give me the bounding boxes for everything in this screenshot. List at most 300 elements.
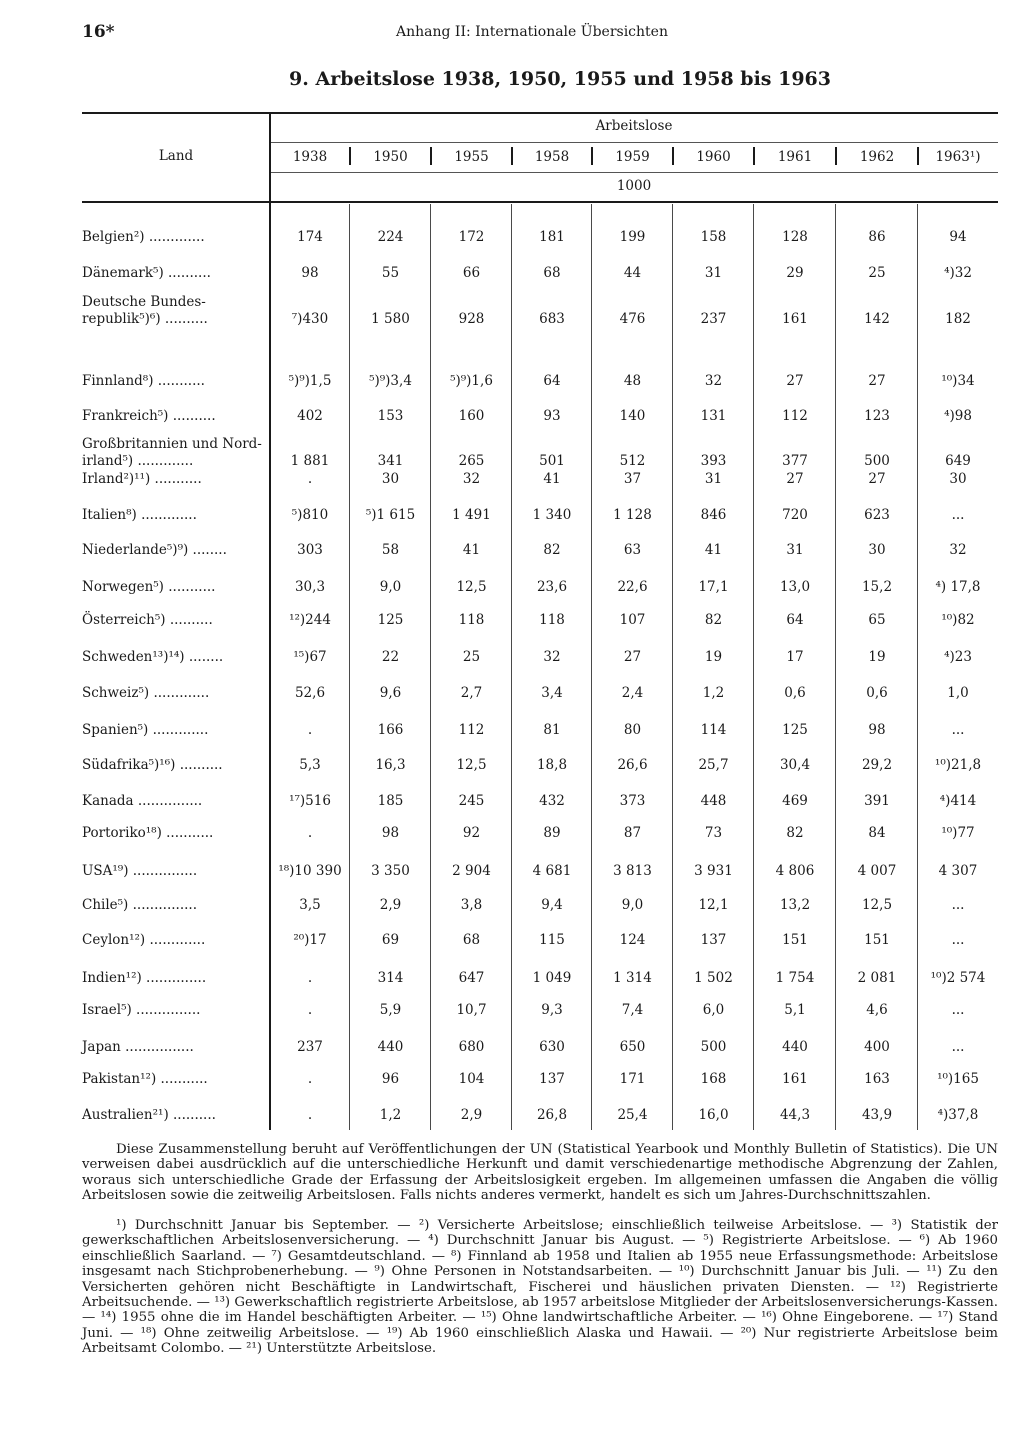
year-separator — [835, 147, 837, 165]
country-label-line: Niederlande⁵)⁹) ........ — [82, 542, 227, 558]
table-cell: 402 — [297, 408, 323, 424]
country-label-line: Japan ................ — [82, 1039, 194, 1055]
table-cell: ... — [951, 1039, 965, 1055]
table-cell: 928 — [458, 311, 485, 327]
year-separator — [591, 147, 593, 165]
table-cell: 84 — [868, 825, 886, 841]
table-cell: 181 — [539, 229, 565, 245]
table-cell: 2 081 — [857, 970, 897, 986]
country-label-line: Indien¹²) .............. — [82, 970, 207, 986]
table-cell: 58 — [381, 542, 400, 558]
table-cell: 31 — [704, 265, 723, 281]
table-cell: 48 — [623, 373, 642, 389]
country-label — [82, 793, 266, 810]
table-cell: 96 — [381, 1071, 400, 1087]
table-cell: 27 — [868, 373, 886, 389]
table-cell: 30 — [949, 471, 967, 487]
country-label-line: Spanien⁵) ............. — [82, 722, 209, 738]
table-cell: 31 — [786, 542, 804, 558]
country-label — [82, 685, 266, 702]
table-cell: 13,2 — [779, 897, 811, 913]
table-cell: 27 — [786, 373, 804, 389]
stub-header: Land — [158, 148, 194, 164]
table-cell: 303 — [297, 542, 323, 558]
table-cell: 63 — [623, 542, 642, 558]
year-header: 1962 — [859, 149, 895, 165]
page-number: 16* — [82, 22, 115, 42]
country-label — [82, 579, 266, 596]
table-cell: 37 — [623, 471, 642, 487]
table-cell: 29 — [786, 265, 804, 281]
year-header: 1961 — [777, 149, 813, 165]
table-cell: 137 — [700, 932, 727, 948]
country-label-line: Kanada ............... — [82, 793, 203, 809]
table-cell: ¹²)244 — [289, 612, 331, 628]
country-label — [82, 932, 266, 949]
table-cell: 98 — [301, 265, 319, 281]
country-label — [82, 1039, 266, 1056]
table-cell: 32 — [543, 649, 561, 665]
table-cell: 125 — [782, 722, 808, 738]
table-cell: 80 — [623, 722, 642, 738]
table-cell: 160 — [458, 408, 485, 424]
table-cell: 391 — [864, 793, 890, 809]
table-cell: ⁴) 17,8 — [935, 579, 981, 595]
year-header: 1960 — [696, 149, 731, 165]
table-cell: 30 — [381, 471, 400, 487]
table-cell: ⁵)1 615 — [365, 507, 416, 523]
table-cell: 432 — [539, 793, 565, 809]
table-cell: 41 — [462, 542, 481, 558]
table-cell: 18,8 — [536, 757, 568, 773]
table-cell: 1,2 — [702, 685, 725, 701]
table-cell: 1 881 — [290, 453, 330, 469]
table-cell: 4 806 — [775, 863, 815, 879]
table-cell: 30,3 — [294, 579, 326, 595]
year-separator — [430, 147, 432, 165]
country-label — [82, 825, 266, 842]
table-cell: 81 — [543, 722, 561, 738]
country-label-line: Portoriko¹⁸) ........... — [82, 825, 214, 841]
country-label — [82, 757, 266, 774]
table-cell: 400 — [864, 1039, 890, 1055]
year-header: 1950 — [373, 149, 408, 165]
country-label-line: USA¹⁹) ............... — [82, 863, 198, 879]
country-label — [82, 1002, 266, 1019]
table-cell: 224 — [377, 229, 404, 245]
table-cell: 86 — [868, 229, 886, 245]
table-cell: 73 — [704, 825, 723, 841]
table-cell: ¹⁰)165 — [937, 1071, 979, 1087]
page-header — [82, 22, 998, 46]
table-cell: ¹⁰)34 — [941, 373, 975, 389]
table-cell: ⁵)⁹)3,4 — [369, 373, 412, 389]
table-cell: ... — [951, 722, 965, 738]
country-label-line: Schweiz⁵) ............. — [82, 685, 210, 701]
table-cell: 237 — [700, 311, 727, 327]
country-label — [82, 1107, 266, 1124]
table-cell: 199 — [619, 229, 646, 245]
table-cell: ¹⁰)21,8 — [934, 757, 982, 773]
country-label-line: Großbritannien und Nord- — [82, 436, 262, 452]
table-cell: ⁴)98 — [944, 408, 972, 424]
column-rule — [591, 204, 592, 1130]
table-cell: 1 754 — [775, 970, 815, 986]
table-cell: 1 128 — [613, 507, 652, 523]
table-cell: 12,5 — [456, 757, 487, 773]
table-cell: ¹⁷)516 — [289, 793, 331, 809]
table-top-rule — [82, 112, 998, 114]
table-cell: 66 — [462, 265, 481, 281]
table-cell: 3 350 — [371, 863, 410, 879]
country-label-line: Italien⁸) ............. — [82, 507, 197, 523]
table-cell: 846 — [700, 507, 727, 523]
table-cell: 3,4 — [541, 685, 563, 701]
table-cell: 314 — [377, 970, 404, 986]
table-cell: 5,3 — [299, 757, 321, 773]
table-cell: 3 931 — [694, 863, 733, 879]
table-cell: ¹⁵)67 — [293, 649, 327, 665]
table-cell: 69 — [381, 932, 400, 948]
table-cell: 1,2 — [379, 1107, 402, 1123]
table-cell: ¹⁰)2 574 — [930, 970, 986, 986]
country-label — [82, 542, 266, 559]
table-cell: 5,1 — [784, 1002, 806, 1018]
country-label-line: Dänemark⁵) .......... — [82, 265, 211, 281]
table-cell: 448 — [700, 793, 727, 809]
table-cell: 43,9 — [861, 1107, 893, 1123]
table-cell: 98 — [381, 825, 400, 841]
table-cell: 25,4 — [617, 1107, 648, 1123]
table-cell: ¹⁸)10 390 — [278, 863, 342, 879]
footnotes — [82, 1218, 998, 1357]
country-label-line: republik⁵)⁶) .......... — [82, 311, 208, 327]
table-cell: ⁴)32 — [944, 265, 972, 281]
group-header-rule — [270, 142, 998, 143]
table-cell: 52,6 — [294, 685, 326, 701]
table-cell: 265 — [458, 453, 485, 469]
table-cell: 0,6 — [784, 685, 806, 701]
country-label — [82, 1071, 266, 1088]
year-header-rule — [270, 172, 998, 173]
table-cell: 26,8 — [536, 1107, 568, 1123]
table-cell: 32 — [949, 542, 967, 558]
country-label-line: Ceylon¹²) ............. — [82, 932, 206, 948]
table-cell: 1 491 — [452, 507, 491, 523]
table-cell: 151 — [864, 932, 890, 948]
table-cell: 4 307 — [938, 863, 978, 879]
table-cell: 23,6 — [536, 579, 568, 595]
table-cell: 5,9 — [379, 1002, 402, 1018]
footnotes-text: ¹) Durchschnitt Januar bis September. — ²) Versicherte Arbeitslose; einschließlich teilweise Arbeitslose. — ³) Statistik der gewerkschaftlichen Arbeitslosenversicherung. — ⁴) Durchschnitt Januar bis August. — ⁵) Registrierte Arbeitslose. — ⁶) Ab 1960 einschließlich Saarland. — ⁷) Gesamtdeutschland. — ⁸) Finnland ab 1958 und Italien ab 1955 neue Erfassungsmethode: Arbeitslose insgesamt nach Stichprobenerhebung. — ⁹) Ohne Personen in Notstandsarbeiten. — ¹⁰) Durchschnitt Januar bis Juli. — ¹¹) Zu den Versicherten gehören nicht Beschäftigte in Landwirtschaft, Fischerei und häuslichen privaten Diensten. — ¹²) Registrierte Arbeitsuchende. — ¹³) Gewerkschaftlich registrierte Arbeitslose, ab 1957 arbeitslose Mitglieder der Arbeitslosenversicherungs-Kassen. — ¹⁴) 1955 ohne die im Handel beschäftigten Arbeiter. — ¹⁵) Ohne landwirtschaftliche Arbeiter. — ¹⁶) Ohne Eingeborene. — ¹⁷) Stand Juni. — ¹⁸) Ohne zeitweilig Arbeitslose. — ¹⁹) Ab 1960 einschließlich Alaska und Hawaii. — ²⁰) Nur registrierte Arbeitslose beim Arbeitsamt Colombo. — ²¹) Unterstützte Arbeitslose. — [82, 1218, 998, 1357]
table-cell: 2,9 — [379, 897, 402, 913]
table-cell: 30 — [868, 542, 886, 558]
table-cell: 171 — [619, 1071, 646, 1087]
table-cell: 1 340 — [532, 507, 572, 523]
table-cell: 4,6 — [866, 1002, 888, 1018]
year-separator — [672, 147, 674, 165]
table-cell: 30,4 — [779, 757, 811, 773]
table-cell: 137 — [539, 1071, 565, 1087]
table-cell: 172 — [458, 229, 485, 245]
table-cell: ... — [951, 1002, 965, 1018]
running-title: Anhang II: Internationale Übersichten — [396, 24, 668, 40]
table-cell: 151 — [782, 932, 808, 948]
table-cell: 720 — [782, 507, 808, 523]
table-cell: ¹⁰)77 — [941, 825, 975, 841]
country-label — [82, 373, 266, 390]
column-rule — [917, 204, 918, 1130]
country-label-line: Belgien²) ............. — [82, 229, 205, 245]
table-cell: . — [307, 825, 313, 841]
year-header: 1955 — [454, 149, 489, 165]
table-cell: 168 — [700, 1071, 727, 1087]
table-cell: 1 049 — [532, 970, 572, 986]
country-label-line: Chile⁵) ............... — [82, 897, 197, 913]
table-cell: 124 — [619, 932, 646, 948]
table-cell: 647 — [458, 970, 485, 986]
country-label-line: Irland²)¹¹) ........... — [82, 471, 202, 487]
table-cell: 25 — [462, 649, 481, 665]
table-cell: 87 — [623, 825, 642, 841]
table-cell: 2 904 — [452, 863, 491, 879]
table-cell: 161 — [782, 1071, 808, 1087]
table-cell: 440 — [782, 1039, 808, 1055]
table-cell: 125 — [377, 612, 404, 628]
table-cell: 2,7 — [460, 685, 483, 701]
table-cell: 26,6 — [617, 757, 648, 773]
table-cell: 44,3 — [779, 1107, 811, 1123]
table-cell: 237 — [297, 1039, 323, 1055]
table-cell: 41 — [704, 542, 723, 558]
column-rule — [835, 204, 836, 1130]
country-label-line: Pakistan¹²) ........... — [82, 1071, 208, 1087]
table-cell: 500 — [864, 453, 890, 469]
table-cell: 27 — [868, 471, 886, 487]
column-rule — [430, 204, 431, 1130]
year-separator — [753, 147, 755, 165]
country-label — [82, 897, 266, 914]
table-cell: 649 — [945, 453, 971, 469]
country-label — [82, 265, 266, 282]
table-cell: 17 — [786, 649, 804, 665]
table-cell: 22,6 — [617, 579, 648, 595]
table-cell: 9,0 — [379, 579, 402, 595]
year-header: 1958 — [534, 149, 570, 165]
table-cell: 12,1 — [698, 897, 729, 913]
table-cell: 22 — [381, 649, 400, 665]
table-cell: ⁵)810 — [291, 507, 329, 523]
country-label — [82, 649, 266, 666]
table-cell: 12,5 — [861, 897, 893, 913]
table-cell: . — [307, 722, 313, 738]
country-label-line: Finnland⁸) ........... — [82, 373, 205, 389]
table-cell: 501 — [539, 453, 565, 469]
table-cell: 118 — [539, 612, 565, 628]
year-separator — [917, 147, 919, 165]
country-label-line: Frankreich⁵) .......... — [82, 408, 216, 424]
table-cell: 469 — [782, 793, 808, 809]
table-cell: 29,2 — [861, 757, 893, 773]
table-cell: 16,3 — [375, 757, 406, 773]
year-separator — [511, 147, 513, 165]
table-cell: 19 — [704, 649, 723, 665]
country-label — [82, 408, 266, 425]
table-cell: 6,0 — [702, 1002, 725, 1018]
table-cell: 2,4 — [621, 685, 644, 701]
table-cell: 118 — [458, 612, 485, 628]
country-label — [82, 970, 266, 987]
unit-header: 1000 — [616, 178, 652, 194]
table-cell: 1 314 — [613, 970, 652, 986]
table-cell: 128 — [782, 229, 808, 245]
table-cell: 107 — [619, 612, 646, 628]
country-label — [82, 612, 266, 629]
table-cell: 1 580 — [371, 311, 410, 327]
table-cell: 112 — [458, 722, 485, 738]
table-cell: 55 — [381, 265, 400, 281]
table-cell: 476 — [619, 311, 646, 327]
table-cell: . — [307, 471, 313, 487]
table-cell: 93 — [543, 408, 561, 424]
table-cell: 0,6 — [866, 685, 888, 701]
table-cell: . — [307, 1071, 313, 1087]
country-label-line: Israel⁵) ............... — [82, 1002, 201, 1018]
table-cell: 27 — [623, 649, 642, 665]
column-rule — [753, 204, 754, 1130]
country-label — [82, 294, 266, 328]
table-cell: 7,4 — [621, 1002, 644, 1018]
table-cell: 512 — [619, 453, 646, 469]
table-title — [82, 68, 998, 90]
table-cell: 9,4 — [541, 897, 563, 913]
table-cell: 68 — [462, 932, 481, 948]
table-cell: ⁴)37,8 — [937, 1107, 979, 1123]
table-cell: 341 — [377, 453, 404, 469]
year-header: 1963¹) — [935, 149, 981, 165]
table-cell: 65 — [868, 612, 886, 628]
source-note — [82, 1142, 998, 1204]
table-cell: 12,5 — [456, 579, 487, 595]
table-cell: 25 — [868, 265, 886, 281]
column-rule — [672, 204, 673, 1130]
table-cell: 104 — [458, 1071, 485, 1087]
table-cell: 140 — [619, 408, 646, 424]
column-rule — [349, 204, 350, 1130]
table-cell: 15,2 — [861, 579, 893, 595]
table-cell: 1,0 — [947, 685, 969, 701]
table-cell: ¹⁰)82 — [941, 612, 975, 628]
table-cell: 630 — [539, 1039, 565, 1055]
country-label — [82, 863, 266, 880]
table-cell: 114 — [700, 722, 727, 738]
country-label — [82, 436, 266, 470]
table-cell: ²⁰)17 — [293, 932, 327, 948]
table-cell: 3 813 — [613, 863, 652, 879]
country-label — [82, 722, 266, 739]
table-title-text: 9. Arbeitslose 1938, 1950, 1955 und 1958 bis 1963 — [289, 68, 831, 90]
table-cell: 9,3 — [541, 1002, 563, 1018]
table-cell: 112 — [782, 408, 808, 424]
table-cell: ⁵)⁹)1,5 — [288, 373, 332, 389]
table-cell: 440 — [377, 1039, 404, 1055]
table-cell: ... — [951, 507, 965, 523]
country-label — [82, 471, 266, 488]
country-label-line: Schweden¹³)¹⁴) ........ — [82, 649, 224, 665]
table-cell: ... — [951, 897, 965, 913]
table-cell: 17,1 — [698, 579, 729, 595]
table-cell: ... — [951, 932, 965, 948]
table-cell: 142 — [864, 311, 890, 327]
table-cell: ⁴)414 — [939, 793, 977, 809]
country-label-line: Deutsche Bundes- — [82, 294, 206, 310]
source-note-text: Diese Zusammenstellung beruht auf Veröffentlichungen der UN (Statistical Yearbook und Monthly Bulletin of Statistics). Die UN verweisen dabei ausdrücklich auf die unterschiedliche Herkunft und damit verschiedenartige methodische Abgrenzung der Zahlen, woraus sich unterschiedliche Grade der Erfassung der Arbeitslosigkeit ergeben. Im allgemeinen umfassen die Angaben die völlig Arbeitslosen sowie die zeitweilig Arbeitslosen. Falls nichts anderes vermerkt, handelt es sich um Jahres-Durchschnittszahlen. — [82, 1142, 998, 1204]
table-cell: 44 — [623, 265, 642, 281]
table-cell: 25,7 — [698, 757, 729, 773]
table-cell: 373 — [619, 793, 646, 809]
table-cell: 377 — [782, 453, 808, 469]
table-cell: 2,9 — [460, 1107, 483, 1123]
country-label-line: irland⁵) ............. — [82, 453, 194, 469]
country-label-line: Australien²¹) .......... — [82, 1107, 216, 1123]
table-cell: 500 — [700, 1039, 727, 1055]
table-cell: . — [307, 970, 313, 986]
table-cell: 123 — [864, 408, 890, 424]
table-cell: 19 — [868, 649, 886, 665]
table-cell: 32 — [462, 471, 481, 487]
column-rule — [511, 204, 512, 1130]
table-cell: ⁷)430 — [291, 311, 329, 327]
table-cell: 166 — [377, 722, 404, 738]
table-cell: 3,8 — [460, 897, 483, 913]
table-cell: 131 — [700, 408, 727, 424]
table-cell: 4 681 — [532, 863, 572, 879]
table-cell: 98 — [868, 722, 886, 738]
table-cell: . — [307, 1107, 313, 1123]
table-cell: 115 — [539, 932, 565, 948]
country-label — [82, 507, 266, 524]
table-cell: 683 — [539, 311, 565, 327]
table-cell: 10,7 — [456, 1002, 487, 1018]
table-cell: ⁴)23 — [944, 649, 972, 665]
table-cell: 41 — [543, 471, 561, 487]
table-cell: 94 — [949, 229, 967, 245]
table-cell: 82 — [543, 542, 561, 558]
table-cell: 185 — [377, 793, 404, 809]
table-cell: 9,6 — [379, 685, 402, 701]
group-header: Arbeitslose — [595, 118, 673, 134]
table-cell: 27 — [786, 471, 804, 487]
table-cell: 650 — [619, 1039, 646, 1055]
year-header: 1959 — [615, 149, 650, 165]
table-cell: 3,5 — [299, 897, 321, 913]
country-label — [82, 229, 266, 246]
table-cell: 9,0 — [621, 897, 644, 913]
table-cell: 82 — [786, 825, 804, 841]
table-cell: 245 — [458, 793, 485, 809]
table-cell: 31 — [704, 471, 723, 487]
table-cell: 13,0 — [779, 579, 811, 595]
table-cell: 82 — [704, 612, 723, 628]
table-cell: 153 — [377, 408, 404, 424]
year-separator — [349, 147, 351, 165]
table-cell: 16,0 — [698, 1107, 729, 1123]
country-label-line: Norwegen⁵) ........... — [82, 579, 216, 595]
country-label-line: Südafrika⁵)¹⁶) .......... — [82, 757, 223, 773]
table-cell: 1 502 — [694, 970, 733, 986]
table-cell: . — [307, 1002, 313, 1018]
country-label-line: Österreich⁵) .......... — [82, 612, 213, 628]
